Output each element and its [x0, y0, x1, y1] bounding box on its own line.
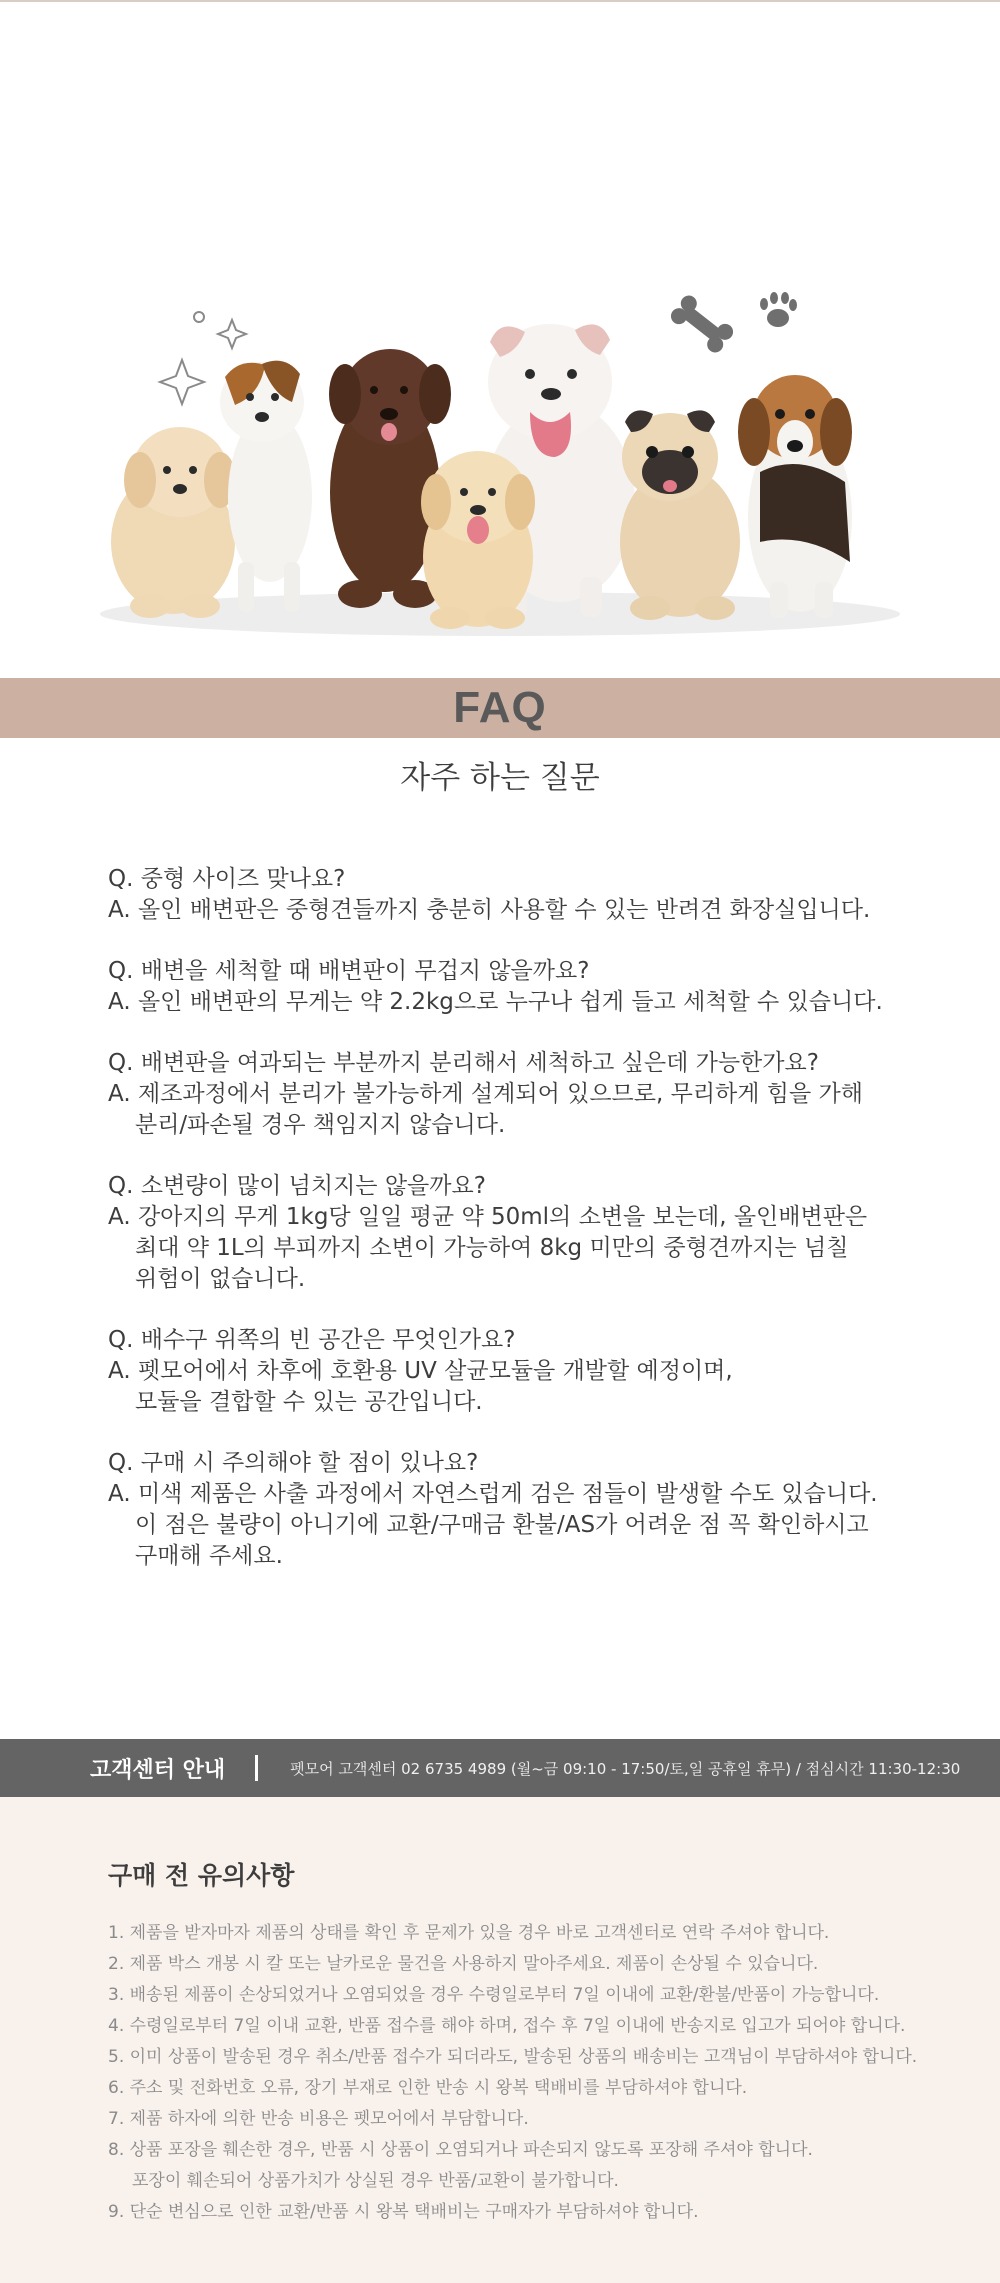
notice-item: 9. 단순 변심으로 인한 교환/반품 시 왕복 택배비는 구매자가 부담하셔야 합니다.: [108, 2202, 699, 2222]
beagle: [738, 375, 852, 618]
faq-answer-continued: 모듈을 결합할 수 있는 공간입니다.: [135, 1389, 483, 1415]
customer-service-title: 고객센터 안내: [90, 1757, 226, 1783]
faq-answer-continued: 분리/파손될 경우 책임지지 않습니다.: [135, 1112, 506, 1138]
jack-russell-dog: [220, 361, 312, 612]
faq-answer-continued: 최대 약 1L의 부피까지 소변이 가능하여 8kg 미만의 중형견까지는 넘칠: [135, 1235, 849, 1261]
faq-question: Q. 중형 사이즈 맞나요?: [108, 866, 346, 892]
customer-service-bar: [0, 1739, 1000, 1797]
faq-question: Q. 구매 시 주의해야 할 점이 있나요?: [108, 1450, 479, 1476]
bone-icon: [668, 292, 737, 355]
faq-item: [108, 1325, 948, 1418]
faq-item: [108, 956, 948, 1018]
dogs-illustration: [0, 2, 1000, 678]
faq-question: Q. 소변량이 많이 넘치지는 않을까요?: [108, 1173, 486, 1199]
customer-service-info: 펫모어 고객센터 02 6735 4989 (월~금 09:10 - 17:50/토,일 공휴일 휴무) / 점심시간 11:30-12:30: [290, 1759, 961, 1778]
faq-answer: A. 올인 배변판의 무게는 약 2.2kg으로 누구나 쉽게 들고 세척할 수 있습니다.: [108, 989, 883, 1015]
faq-list: [108, 864, 948, 1602]
faq-question: Q. 배변판을 여과되는 부분까지 분리해서 세척하고 싶은데 가능한가요?: [108, 1050, 819, 1076]
sparkle-icon: [160, 360, 204, 404]
faq-answer-continued: 이 점은 불량이 아니기에 교환/구매금 환불/AS가 어려운 점 꼭 확인하시고: [135, 1512, 869, 1538]
notice-item-continued: 포장이 훼손되어 상품가치가 상실된 경우 반품/교환이 불가합니다.: [132, 2171, 619, 2191]
faq-answer-continued: 위험이 없습니다.: [135, 1266, 306, 1292]
faq-item: [108, 864, 948, 926]
notice-item: 3. 배송된 제품이 손상되었거나 오염되었을 경우 수령일로부터 7일 이내에 교환/환불/반품이 가능합니다.: [108, 1985, 880, 2005]
notice-item: 5. 이미 상품이 발송된 경우 취소/반품 접수가 되더라도, 발송된 상품의 배송비는 고객님이 부담하셔야 합니다.: [108, 2047, 918, 2067]
faq-item: [108, 1171, 948, 1295]
notice-item: 7. 제품 하자에 의한 반송 비용은 펫모어에서 부담합니다.: [108, 2109, 529, 2129]
faq-answer-continued: 구매해 주세요.: [135, 1543, 283, 1569]
notice-item: 2. 제품 박스 개봉 시 칼 또는 날카로운 물건을 사용하지 말아주세요. 제품이 손상될 수 있습니다.: [108, 1954, 819, 1974]
faq-answer: A. 강아지의 무게 1kg당 일일 평균 약 50ml의 소변을 보는데, 올인배변판은: [108, 1204, 868, 1230]
notice-item: 1. 제품을 받자마자 제품의 상태를 확인 후 문제가 있을 경우 바로 고객센터로 연락 주셔야 합니다.: [108, 1923, 830, 1943]
golden-puppy-left: [111, 427, 236, 618]
sparkle-small-icon: [218, 320, 246, 348]
circle-doodle-icon: [194, 312, 204, 322]
faq-question: Q. 배수구 위쪽의 빈 공간은 무엇인가요?: [108, 1327, 516, 1353]
notice-title: 구매 전 유의사항: [108, 1861, 295, 1890]
hero-dogs-image: [0, 2, 1000, 678]
faq-answer: A. 펫모어에서 차후에 호환용 UV 살균모듈을 개발할 예정이며,: [108, 1358, 733, 1384]
paw-icon: [760, 292, 797, 327]
notice-item: 8. 상품 포장을 훼손한 경우, 반품 시 상품이 오염되거나 파손되지 않도록 포장해 주셔야 합니다.: [108, 2140, 813, 2160]
purchase-notice-section: [0, 1797, 1000, 2283]
faq-answer: A. 올인 배변판은 중형견들까지 충분히 사용할 수 있는 반려견 화장실입니다.: [108, 897, 871, 923]
faq-title: FAQ: [453, 683, 547, 732]
faq-answer: A. 제조과정에서 분리가 불가능하게 설계되어 있으므로, 무리하게 힘을 가해: [108, 1081, 863, 1107]
faq-banner: [0, 678, 1000, 738]
divider: [255, 1755, 258, 1781]
notice-item: 4. 수령일로부터 7일 이내 교환, 반품 접수를 해야 하며, 접수 후 7일 이내에 반송지로 입고가 되어야 합니다.: [108, 2016, 906, 2036]
notice-list: [108, 1918, 988, 2228]
faq-answer: A. 미색 제품은 사출 과정에서 자연스럽게 검은 점들이 발생할 수도 있습니다.: [108, 1481, 878, 1507]
faq-item: [108, 1048, 948, 1141]
faq-question: Q. 배변을 세척할 때 배변판이 무겁지 않을까요?: [108, 958, 590, 984]
golden-puppy-center: [421, 451, 535, 629]
notice-item: 6. 주소 및 전화번호 오류, 장기 부재로 인한 반송 시 왕복 택배비를 부담하셔야 합니다.: [108, 2078, 748, 2098]
faq-item: [108, 1448, 948, 1572]
faq-subtitle: 자주 하는 질문: [400, 760, 600, 796]
pug: [620, 410, 740, 620]
